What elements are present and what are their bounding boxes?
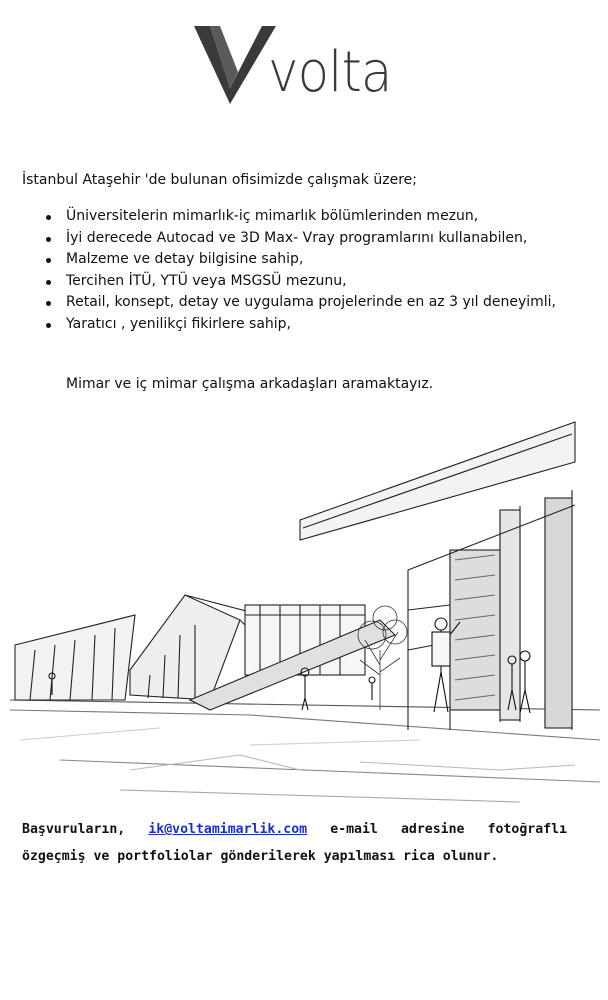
list-item: İyi derecede Autocad ve 3D Max- Vray programlarını kullanabilen, <box>22 228 556 250</box>
bullet-icon <box>46 323 51 328</box>
closing-text: Mimar ve iç mimar çalışma arkadaşları aramaktayız. <box>66 376 434 392</box>
list-item: Üniversitelerin mimarlık-iç mimarlık bölümlerinden mezun, <box>22 206 556 228</box>
bullet-icon <box>46 237 51 242</box>
requirements-list <box>22 206 556 335</box>
list-item: Tercihen İTÜ, YTÜ veya MSGSÜ mezunu, <box>22 271 556 293</box>
list-item: Retail, konsept, detay ve uygulama projelerinde en az 3 yıl deneyimli, <box>22 292 556 314</box>
list-item: Malzeme ve detay bilgisine sahip, <box>22 249 556 271</box>
email-link[interactable]: ik@voltamimarlik.com <box>148 822 308 837</box>
bullet-icon <box>46 301 51 306</box>
bullet-icon <box>46 280 51 285</box>
application-paragraph: Başvuruların, ik@voltamimarlik.com e-mail adresine fotoğraflı özgeçmiş ve portfoliolar gönderilerek yapılması rica olunur. <box>22 822 567 864</box>
v-mark-icon <box>190 22 280 112</box>
bullet-icon <box>46 215 51 220</box>
list-item: Yaratıcı , yenilikçi fikirlere sahip, <box>22 314 556 336</box>
logo-brand-text: volta <box>268 40 392 105</box>
architecture-sketch <box>0 410 608 830</box>
bullet-icon <box>46 258 51 263</box>
volta-logo <box>190 22 390 112</box>
intro-text: İstanbul Ataşehir 'de bulunan ofisimizde çalışmak üzere; <box>22 172 417 188</box>
